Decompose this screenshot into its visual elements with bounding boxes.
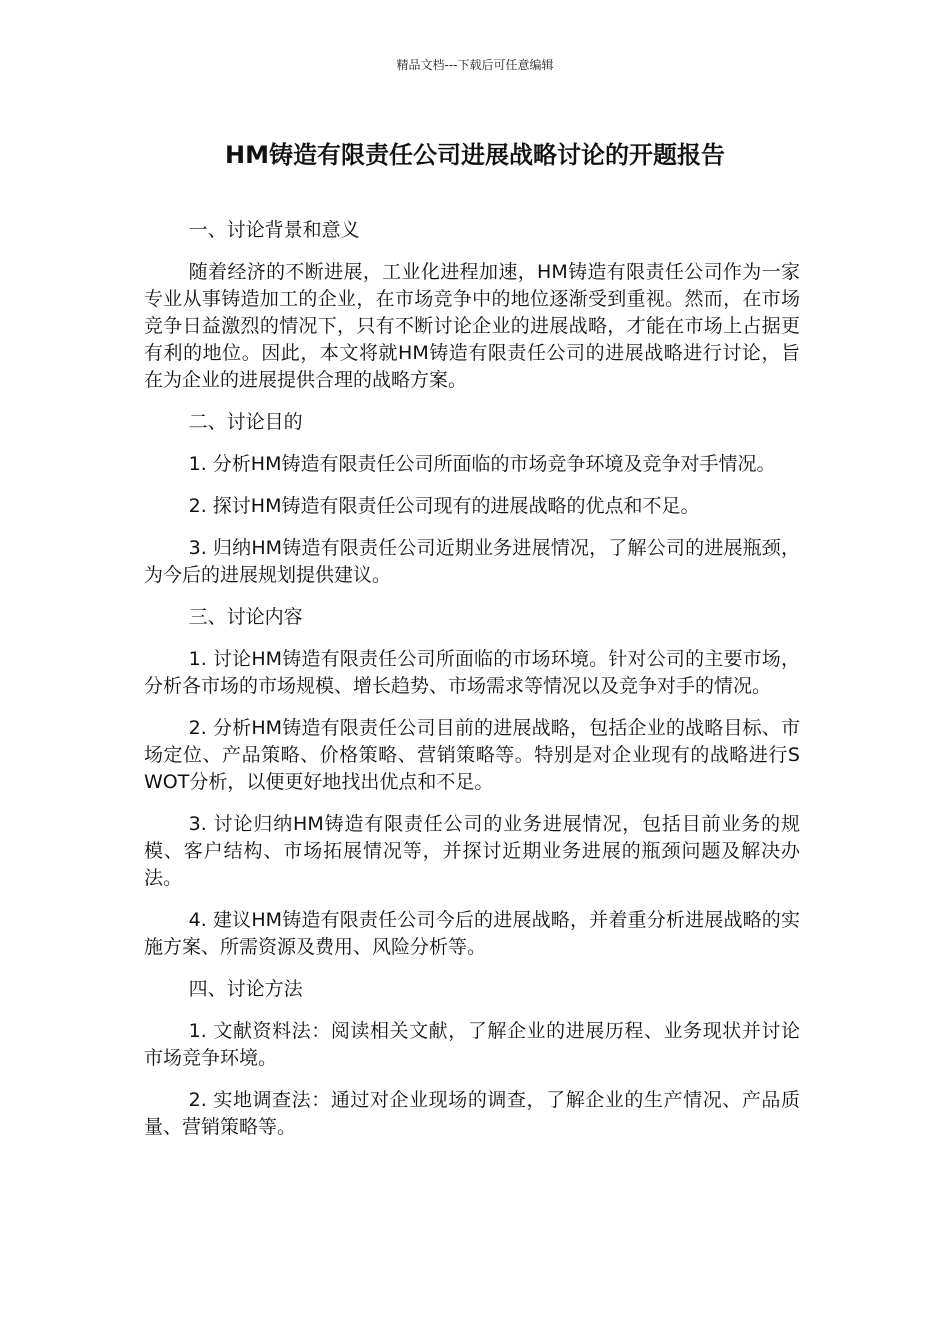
section-heading-purpose: 二、讨论目的: [188, 411, 303, 433]
purpose-item-2: 2. 探讨HM铸造有限责任公司现有的进展战略的优点和不足。: [188, 495, 700, 517]
paragraph-background: 随着经济的不断进展，工业化进程加速，HM铸造有限责任公司作为一家专业从事铸造加工的企业，在市场竞争中的地位逐渐受到重视。然而，在市场竞争日益激烈的情况下，只有不断讨论企业的进展战略，才能在市场上占据更有利的地位。因此，本文将就HM铸造有限责任公司的进展战略进行讨论，旨在为企业的进展提供合理的战略方案。: [144, 261, 800, 391]
document-title: HM铸造有限责任公司进展战略讨论的开题报告: [225, 141, 725, 169]
page-header-note: 精品文档---下载后可任意编辑: [396, 58, 554, 72]
purpose-item-3: 3. 归纳HM铸造有限责任公司近期业务进展情况，了解公司的进展瓶颈，为今后的进展规划提供建议。: [144, 537, 800, 586]
document-body: [144, 217, 800, 1156]
content-item-1: 1. 讨论HM铸造有限责任公司所面临的市场环境。针对公司的主要市场，分析各市场的市场规模、增长趋势、市场需求等情况以及竞争对手的情况。: [144, 648, 800, 697]
content-item-4: 4. 建议HM铸造有限责任公司今后的进展战略，并着重分析进展战略的实施方案、所需资源及费用、风险分析等。: [144, 909, 800, 958]
section-heading-method: 四、讨论方法: [188, 978, 303, 1000]
section-heading-content: 三、讨论内容: [188, 606, 303, 628]
method-item-1: 1. 文献资料法：阅读相关文献，了解企业的进展历程、业务现状并讨论市场竞争环境。: [144, 1020, 800, 1069]
content-item-2: 2. 分析HM铸造有限责任公司目前的进展战略，包括企业的战略目标、市场定位、产品策略、价格策略、营销策略等。特别是对企业现有的战略进行SWOT分析，以便更好地找出优点和不足。: [144, 717, 800, 793]
content-item-3: 3. 讨论归纳HM铸造有限责任公司的业务进展情况，包括目前业务的规模、客户结构、市场拓展情况等，并探讨近期业务进展的瓶颈问题及解决办法。: [144, 813, 800, 889]
method-item-2: 2. 实地调查法：通过对企业现场的调查，了解企业的生产情况、产品质量、营销策略等。: [144, 1089, 800, 1138]
purpose-item-1: 1. 分析HM铸造有限责任公司所面临的市场竞争环境及竞争对手情况。: [188, 453, 776, 475]
section-heading-background: 一、讨论背景和意义: [188, 219, 360, 241]
